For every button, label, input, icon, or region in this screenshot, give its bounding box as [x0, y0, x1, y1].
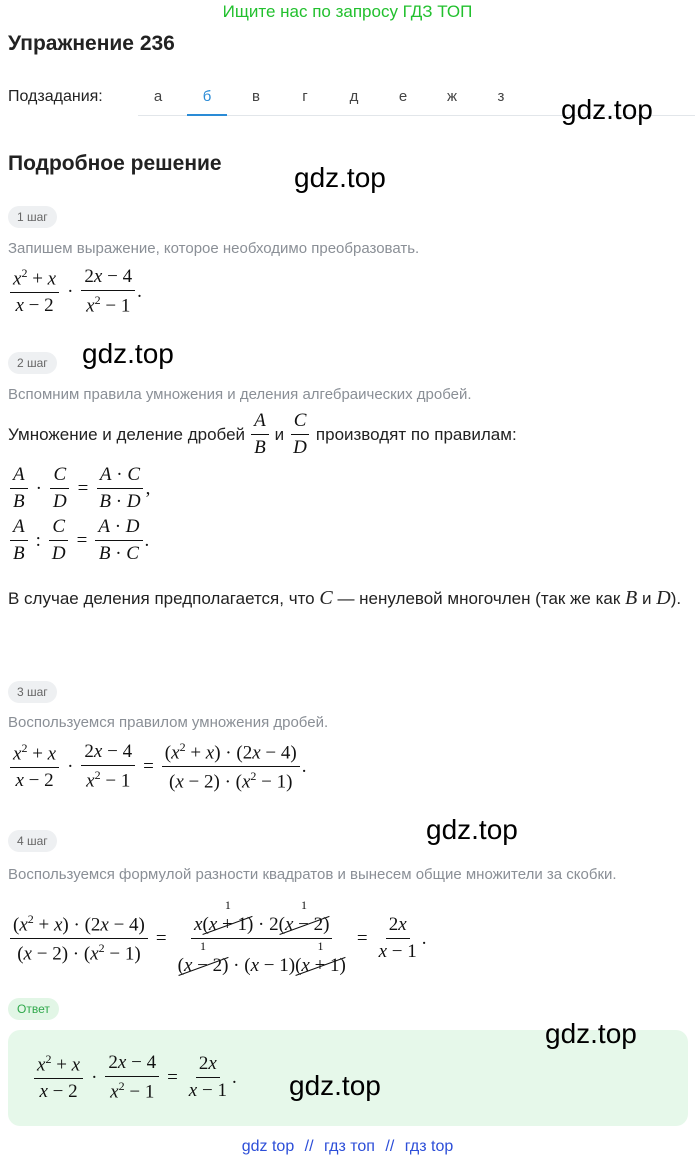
step-hint: Воспользуемся правилом умножения дробей.: [8, 714, 329, 731]
formula-step3: $\frac{x^2 + x}{x - 2}$ · $\frac{2x - 4}{x^2 - 1}$ = $\frac{(x^2 + x) \cdot (2x - 4)}{(x - 2) \cdot (x^2 - 1)}$ .: [8, 740, 306, 794]
subtasks-label: Подзадания:: [8, 88, 103, 105]
watermark: gdz.top: [289, 1070, 381, 1101]
answer-formula: $\frac{x^2 + x}{x - 2}$ · $\frac{2x - 4}{x^2 - 1}$ = $\frac{2x}{x - 1}$ .: [32, 1052, 237, 1103]
step-hint: Запишем выражение, которое необходимо преобразовать.: [8, 240, 420, 257]
step-hint: Вспомним правила умножения и деления алгебраических дробей.: [8, 386, 472, 403]
division-note: В случае деления предполагается, что C — ненулевой многочлен (так же как B и D).: [8, 587, 682, 609]
step-hint: Воспользуемся формулой разности квадратов и вынесем общие множители за скобки.: [8, 866, 617, 883]
footer-sep: //: [385, 1138, 395, 1155]
page-title: Упражнение 236: [8, 32, 175, 55]
rule-text-end: производят по правилам:: [315, 424, 517, 444]
tab-b[interactable]: б: [187, 88, 227, 116]
tab-v[interactable]: в: [252, 88, 260, 105]
formula-divide-rule: $\frac{A}{B}$ : $\frac{C}{D}$ = $\frac{A \cdot D}{B \cdot C}$ .: [8, 516, 149, 565]
step-badge: 4 шаг: [8, 830, 57, 852]
footer-link[interactable]: гдз top: [404, 1138, 454, 1155]
watermark: gdz.top: [426, 814, 518, 845]
rule-intro: Умножение и деление дробей $\frac{A}{B}$ и $\frac{C}{D}$ производят по правилам:: [8, 410, 517, 458]
tab-zh[interactable]: ж: [446, 88, 458, 105]
watermark: gdz.top: [294, 162, 386, 193]
step-badge: 1 шаг: [8, 206, 57, 228]
tab-d[interactable]: д: [349, 88, 359, 105]
section-title: Подробное решение: [8, 152, 222, 175]
top-banner: Ищите нас по запросу ГДЗ ТОП: [222, 2, 473, 21]
footer-link[interactable]: gdz top: [241, 1138, 295, 1155]
watermark: gdz.top: [545, 1018, 637, 1049]
step-badge: 2 шаг: [8, 352, 57, 374]
rule-text: Умножение и деление дробей: [8, 424, 246, 444]
formula-step4: $\frac{(x^2 + x) \cdot (2x - 4)}{(x - 2) \cdot (x^2 - 1)}$ = x(x + 1) 1 · 2(x − 2) 1 (x − 2) 1 · (x − 1)(x + 1) 1 = $\frac{2x}{x - 1}$ .: [8, 900, 427, 977]
footer-sep: //: [304, 1138, 314, 1155]
watermark: gdz.top: [82, 338, 174, 369]
tab-z[interactable]: з: [497, 88, 505, 105]
tab-e[interactable]: е: [398, 88, 408, 105]
footer-link[interactable]: гдз топ: [324, 1138, 375, 1155]
tab-a[interactable]: а: [153, 88, 163, 105]
tab-g[interactable]: г: [302, 88, 308, 105]
step-badge: 3 шаг: [8, 681, 57, 703]
formula-multiply-rule: $\frac{A}{B}$ · $\frac{C}{D}$ = $\frac{A \cdot C}{B \cdot D}$ ,: [8, 464, 150, 513]
formula-step1: $\frac{x^2 + x}{x - 2}$ · $\frac{2x - 4}{x^2 - 1}$ .: [8, 266, 142, 317]
answer-badge: Ответ: [8, 998, 59, 1020]
rule-text-and: и: [274, 424, 285, 444]
footer-links: [0, 1138, 695, 1156]
watermark: gdz.top: [561, 94, 653, 125]
